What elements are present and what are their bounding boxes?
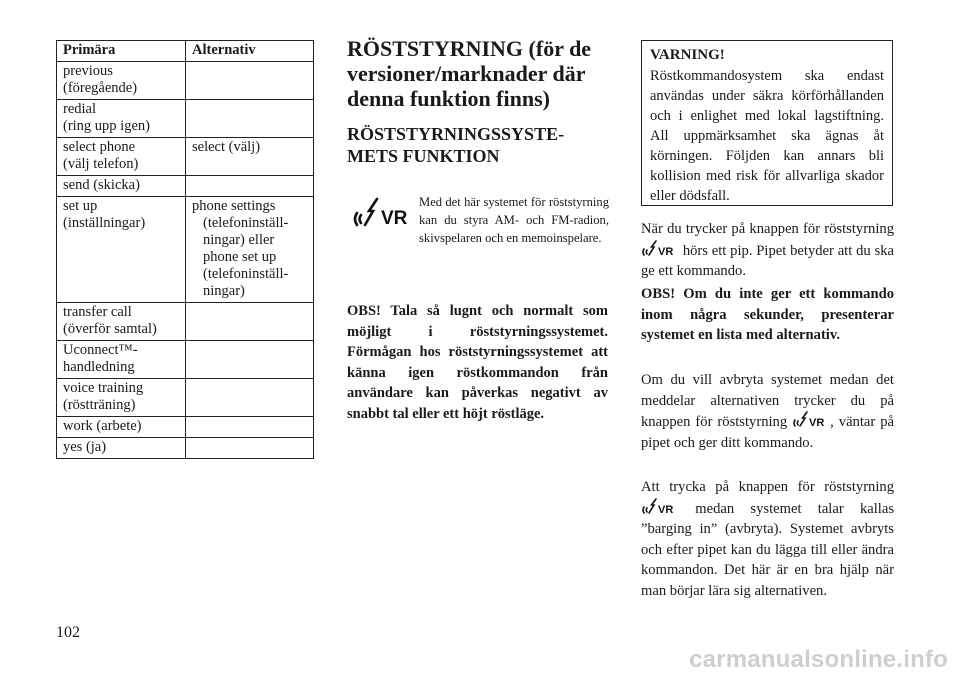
cell-line: voice training bbox=[63, 380, 144, 396]
svg-text:VR: VR bbox=[381, 208, 407, 229]
cell-line: select (välj) bbox=[192, 139, 261, 155]
watermark: carmanualsonline.info bbox=[689, 646, 948, 673]
alternative-command-cell bbox=[186, 303, 314, 341]
svg-text:VR: VR bbox=[658, 245, 674, 257]
primary-command-cell bbox=[57, 341, 186, 379]
warning-box bbox=[641, 40, 893, 206]
paragraph-text: medan systemet talar kallas ”barging in” (avbryta). Systemet avbryts och efter pipet kan du lägga till eller ändra kommandon. Det här är en bra hjälp när man börjar lära sig alternativen. bbox=[641, 500, 894, 599]
table-row bbox=[57, 379, 314, 417]
cell-line: work (arbete) bbox=[63, 418, 142, 434]
section-subtitle: RÖSTSTYRNINGSSYSTE-METS FUNKTION bbox=[347, 124, 565, 166]
cell-line: send (skicka) bbox=[63, 177, 140, 193]
table-row bbox=[57, 438, 314, 459]
cell-line: (överför samtal) bbox=[63, 321, 157, 337]
cell-line: redial bbox=[63, 101, 97, 117]
table-row bbox=[57, 138, 314, 176]
cell-line: (telefoninställ- bbox=[203, 266, 289, 282]
table-row bbox=[57, 197, 314, 303]
intro-text: Med det här systemet för röststyrning kan du styra AM- och FM-radion, skivspelaren och en memoinspelare. bbox=[419, 195, 609, 245]
alternative-command-cell bbox=[186, 438, 314, 459]
cell-line: Uconnect™- bbox=[63, 342, 138, 358]
cell-line: set up bbox=[63, 198, 98, 214]
cell-line: transfer call bbox=[63, 304, 132, 320]
paragraph-text: Om du vill avbryta systemet medan det meddelar alternativen trycker du på knappen för röststyrning bbox=[641, 372, 894, 430]
cell-line: previous bbox=[63, 63, 113, 79]
voice-recognition-icon bbox=[351, 197, 407, 229]
paragraph-interrupt bbox=[641, 370, 894, 453]
table-row bbox=[57, 100, 314, 138]
warning-body: Röstkommandosystem ska endast användas under säkra körförhållanden och i enlighet med lokal lagstiftning. All uppmärksamhet ska ägnas åt körningen. Följden kan annars bli kollision med risk för allvarliga skador eller dödsfall. bbox=[650, 68, 884, 204]
paragraph-text: När du trycker på knappen för röststyrning bbox=[641, 221, 894, 237]
table-header-row bbox=[57, 41, 314, 62]
cell-line: (inställningar) bbox=[63, 215, 146, 231]
cell-line: handledning bbox=[63, 359, 135, 375]
table-row bbox=[57, 341, 314, 379]
primary-command-cell bbox=[57, 197, 186, 303]
primary-command-cell bbox=[57, 379, 186, 417]
table-row bbox=[57, 303, 314, 341]
cell-line: phone set up bbox=[203, 249, 277, 265]
alternative-command-cell bbox=[186, 100, 314, 138]
alternative-command-cell bbox=[186, 62, 314, 100]
cell-line: ningar) bbox=[203, 283, 245, 299]
primary-command-cell bbox=[57, 438, 186, 459]
table-row bbox=[57, 417, 314, 438]
primary-command-cell bbox=[57, 176, 186, 197]
primary-command-cell bbox=[57, 62, 186, 100]
cell-line: select phone bbox=[63, 139, 136, 155]
alternative-command-cell bbox=[186, 341, 314, 379]
column-header-alternative: Alternativ bbox=[186, 41, 314, 62]
primary-command-cell bbox=[57, 138, 186, 176]
table-row bbox=[57, 62, 314, 100]
alternative-command-cell bbox=[186, 138, 314, 176]
section-title: RÖSTSTYRNING (för de versioner/marknader där denna funktion finns) bbox=[347, 36, 592, 111]
alternative-command-cell bbox=[186, 197, 314, 303]
column-header-primary: Primära bbox=[57, 41, 186, 62]
cell-line: (välj telefon) bbox=[63, 156, 139, 172]
svg-text:VR: VR bbox=[658, 503, 674, 515]
voice-recognition-icon bbox=[641, 498, 679, 515]
voice-recognition-icon bbox=[641, 240, 679, 257]
warning-title: VARNING! bbox=[650, 47, 725, 63]
cell-line: (ring upp igen) bbox=[63, 118, 150, 134]
alternative-command-cell bbox=[186, 379, 314, 417]
note-no-command: OBS! Om du inte ger ett kommando inom några sekunder, presenterar systemet en lista med alternativ. bbox=[641, 286, 894, 343]
cell-line: yes (ja) bbox=[63, 439, 107, 455]
svg-text:VR: VR bbox=[809, 417, 825, 428]
primary-command-cell bbox=[57, 303, 186, 341]
alternative-command-cell bbox=[186, 176, 314, 197]
cell-line: ningar) eller bbox=[203, 232, 275, 248]
cell-line: (röstträning) bbox=[63, 397, 136, 413]
note-speak-calmly: OBS! Tala så lugnt och normalt som möjligt i röststyrningssystemet. Förmågan hos röststyrningssystemet att känna igen röstkommandon från användare kan påverkas negativt av snabbt tal eller ett höjt röstläge. bbox=[347, 303, 608, 422]
voice-recognition-icon bbox=[792, 411, 830, 428]
primary-command-cell bbox=[57, 417, 186, 438]
cell-line: (föregående) bbox=[63, 80, 138, 96]
page-number: 102 bbox=[56, 624, 80, 641]
paragraph-text: Att trycka på knappen för röststyrning bbox=[641, 479, 894, 495]
primary-command-cell bbox=[57, 100, 186, 138]
cell-line: phone settings bbox=[192, 198, 276, 214]
paragraph-text: hörs ett pip. Pipet betyder att du ska ge ett kommando. bbox=[641, 242, 894, 279]
table-row bbox=[57, 176, 314, 197]
cell-line: (telefoninställ- bbox=[203, 215, 289, 231]
voice-command-table bbox=[56, 40, 314, 459]
paragraph-text: , väntar på pipet och ger ditt kommando. bbox=[641, 414, 894, 451]
paragraph-press-button bbox=[641, 219, 894, 282]
alternative-command-cell bbox=[186, 417, 314, 438]
paragraph-barging-in bbox=[641, 477, 894, 601]
